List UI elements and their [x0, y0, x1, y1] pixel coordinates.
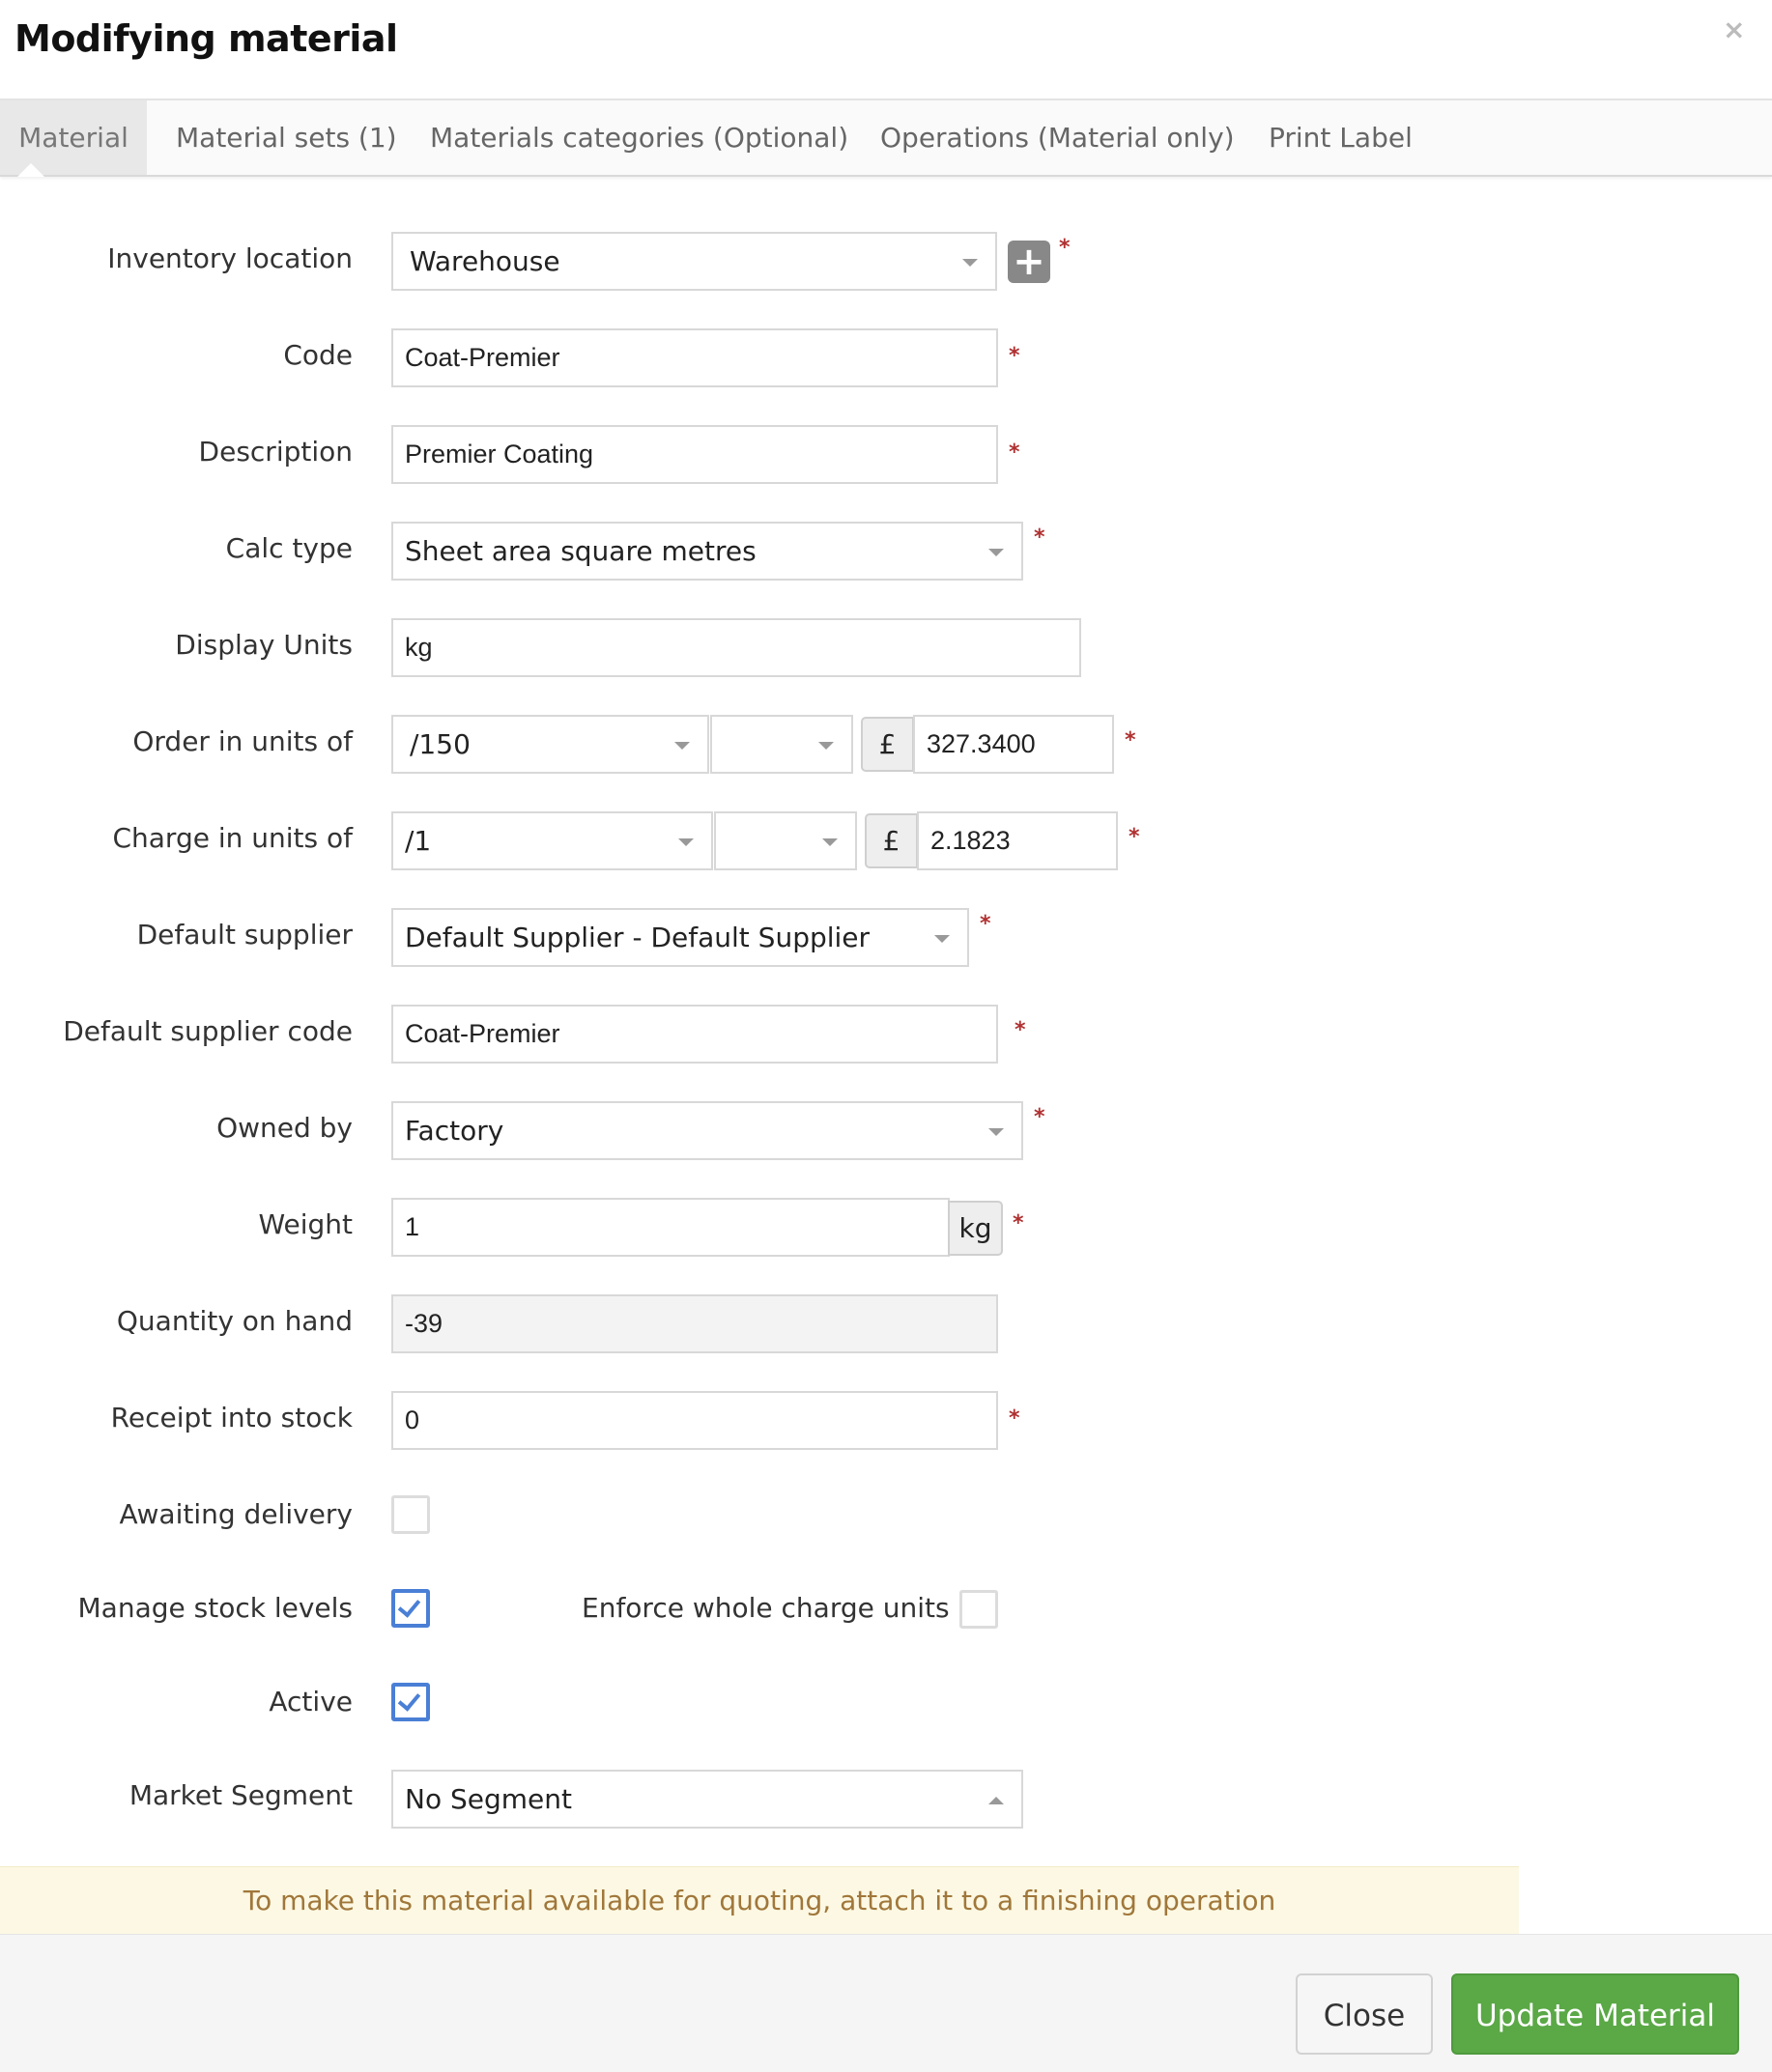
required-marker: *: [1129, 825, 1140, 849]
update-material-button[interactable]: Update Material: [1451, 1973, 1739, 2055]
charge-price-input[interactable]: 2.1823: [917, 811, 1118, 870]
add-location-button[interactable]: +: [1008, 241, 1050, 283]
chevron-down-icon: [962, 259, 978, 267]
default-supplier-code-input[interactable]: Coat-Premier: [391, 1005, 998, 1064]
close-icon[interactable]: ×: [1723, 14, 1746, 45]
description-label: Description: [198, 436, 353, 468]
calc-type-label: Calc type: [225, 532, 353, 564]
active-label: Active: [269, 1686, 353, 1717]
tab-material[interactable]: Material: [0, 100, 147, 175]
order-units-label: Order in units of: [132, 725, 353, 757]
enforce-whole-charge-units-checkbox[interactable]: [959, 1590, 998, 1629]
owned-by-select[interactable]: [391, 1101, 1023, 1160]
currency-addon: £: [865, 813, 918, 868]
chevron-down-icon: [988, 549, 1004, 556]
chevron-up-icon: [988, 1797, 1004, 1804]
inventory-location-select[interactable]: [391, 232, 997, 291]
calc-type-select[interactable]: [391, 522, 1023, 581]
order-unit-select[interactable]: [391, 715, 709, 774]
default-supplier-value: Default Supplier - Default Supplier: [405, 922, 871, 953]
close-button[interactable]: Close: [1296, 1973, 1433, 2055]
default-supplier-label: Default supplier: [136, 919, 353, 951]
description-input[interactable]: Premier Coating: [391, 425, 998, 484]
required-marker: *: [1009, 344, 1020, 368]
awaiting-delivery-checkbox[interactable]: [391, 1495, 430, 1534]
order-unit-value: /150: [410, 728, 471, 760]
manage-stock-levels-label: Manage stock levels: [77, 1592, 353, 1624]
weight-label: Weight: [258, 1208, 353, 1240]
quantity-on-hand-label: Quantity on hand: [116, 1305, 353, 1337]
quantity-on-hand-field: -39: [391, 1294, 998, 1353]
default-supplier-code-label: Default supplier code: [63, 1015, 353, 1047]
market-segment-select[interactable]: [391, 1770, 1023, 1829]
tab-operations[interactable]: Operations (Material only): [880, 122, 1235, 154]
code-label: Code: [283, 339, 353, 371]
tab-bar: [0, 99, 1772, 177]
chevron-down-icon: [822, 838, 838, 846]
charge-unit-value: /1: [405, 825, 432, 857]
active-checkbox[interactable]: [391, 1683, 430, 1721]
required-marker: *: [1009, 1406, 1020, 1431]
owned-by-value: Factory: [405, 1115, 504, 1147]
order-price-input[interactable]: 327.3400: [913, 715, 1114, 774]
receipt-into-stock-input[interactable]: 0: [391, 1391, 998, 1450]
market-segment-value: No Segment: [405, 1783, 572, 1815]
required-marker: *: [1009, 440, 1020, 465]
weight-unit-addon: kg: [948, 1201, 1003, 1256]
checkmark-icon: [398, 1688, 420, 1711]
inventory-location-label: Inventory location: [107, 242, 353, 274]
quoting-notice: To make this material available for quoting, attach it to a finishing operation: [0, 1866, 1519, 1936]
inventory-location-value: Warehouse: [410, 245, 560, 277]
default-supplier-select[interactable]: [391, 908, 969, 967]
required-marker: *: [1015, 1018, 1026, 1042]
chevron-down-icon: [818, 742, 834, 750]
code-input[interactable]: Coat-Premier: [391, 328, 998, 387]
required-marker: *: [1059, 236, 1071, 260]
receipt-into-stock-label: Receipt into stock: [110, 1402, 353, 1433]
tab-material-sets[interactable]: Material sets (1): [176, 122, 397, 154]
dialog-title: Modifying material: [14, 17, 398, 60]
tab-materials-categories[interactable]: Materials categories (Optional): [430, 122, 849, 154]
tab-print-label[interactable]: Print Label: [1269, 122, 1413, 154]
chevron-down-icon: [934, 935, 950, 943]
manage-stock-levels-checkbox[interactable]: [391, 1589, 430, 1628]
display-units-label: Display Units: [175, 629, 353, 661]
required-marker: *: [1013, 1211, 1024, 1235]
required-marker: *: [1034, 1105, 1045, 1129]
checkmark-icon: [398, 1594, 420, 1617]
awaiting-delivery-label: Awaiting delivery: [119, 1498, 353, 1530]
market-segment-label: Market Segment: [129, 1779, 353, 1811]
owned-by-label: Owned by: [216, 1112, 353, 1144]
required-marker: *: [1125, 728, 1136, 752]
chevron-down-icon: [674, 742, 690, 750]
chevron-down-icon: [988, 1128, 1004, 1136]
charge-units-label: Charge in units of: [112, 822, 353, 854]
charge-unit-select[interactable]: [391, 811, 713, 870]
chevron-down-icon: [678, 838, 694, 846]
display-units-input[interactable]: kg: [391, 618, 1081, 677]
order-secondary-select[interactable]: [710, 715, 853, 774]
charge-secondary-select[interactable]: [714, 811, 857, 870]
currency-addon: £: [861, 717, 914, 772]
required-marker: *: [1034, 525, 1045, 550]
calc-type-value: Sheet area square metres: [405, 535, 757, 567]
required-marker: *: [980, 912, 991, 936]
enforce-whole-charge-units-label: Enforce whole charge units: [582, 1592, 950, 1624]
weight-input[interactable]: 1: [391, 1198, 950, 1257]
